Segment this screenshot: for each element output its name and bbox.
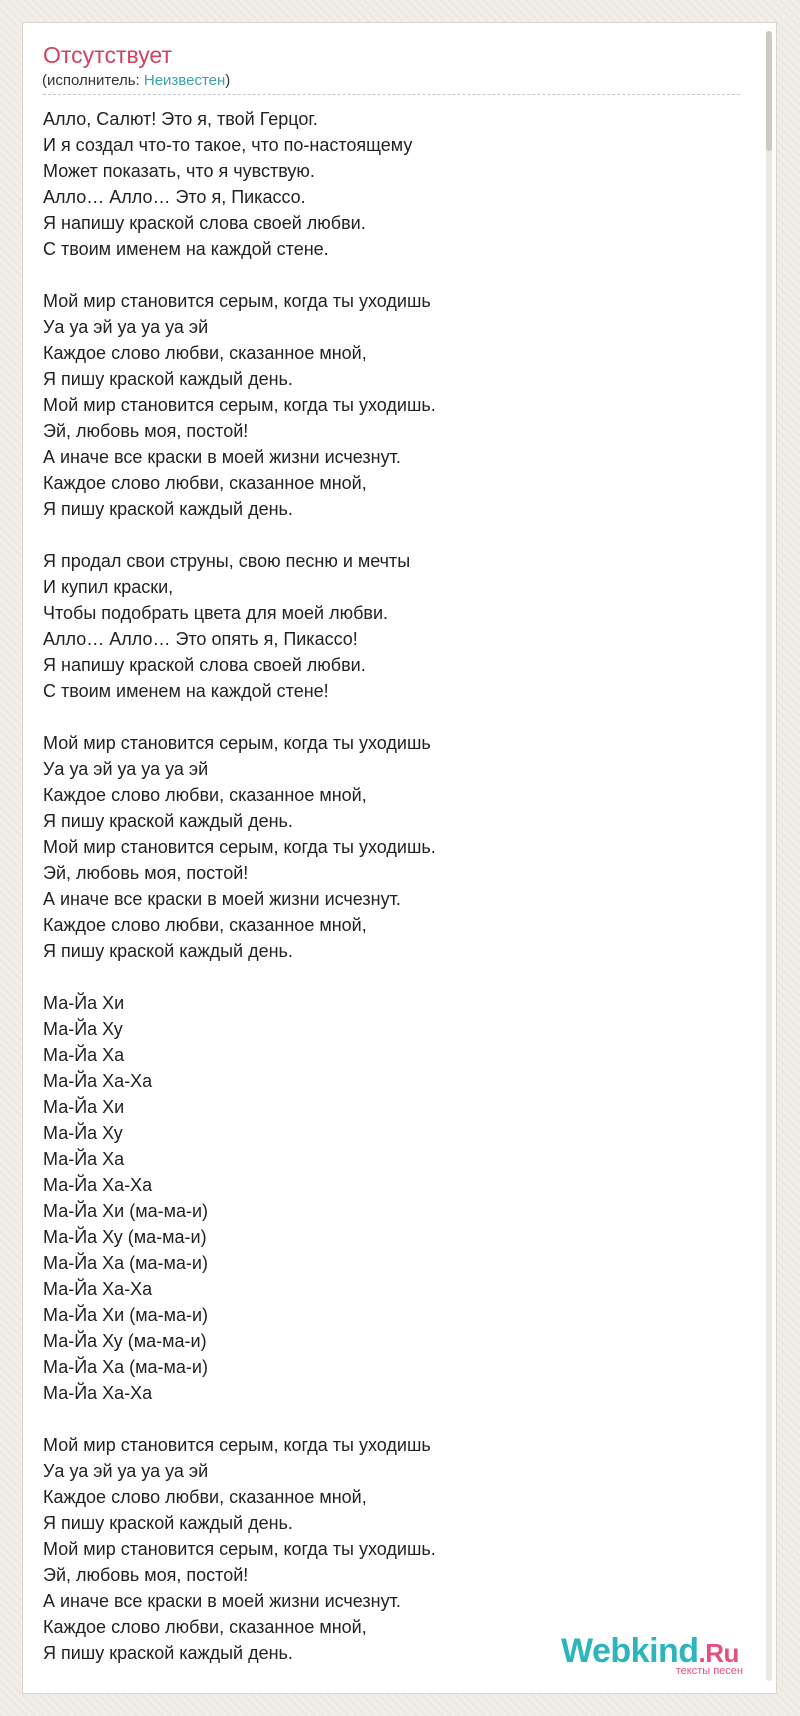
- stanza-gap: [43, 964, 733, 990]
- lyric-line: Ма-Йа Хи: [43, 993, 125, 1013]
- logo-tagline: тексты песен: [675, 1665, 743, 1677]
- lyric-line: Эй, любовь моя, постой!: [43, 1565, 249, 1585]
- stanza-gap: [43, 522, 733, 548]
- lyric-line: Каждое слово любви, сказанное мной,: [43, 343, 367, 363]
- lyric-line: Ма-Йа Хи (ма-ма-и): [43, 1305, 209, 1325]
- lyric-line: Ма-Йа Ху: [43, 1123, 123, 1143]
- lyric-line: Ма-Йа Хи (ма-ма-и): [43, 1201, 209, 1221]
- scrollbar[interactable]: [766, 31, 772, 1681]
- lyric-line: Каждое слово любви, сказанное мной,: [43, 1617, 367, 1637]
- lyric-line: Мой мир становится серым, когда ты уходишь.: [43, 837, 436, 857]
- lyric-line: С твоим именем на каждой стене!: [43, 681, 329, 701]
- stanza-gap: [43, 1406, 733, 1432]
- lyric-line: Каждое слово любви, сказанное мной,: [43, 915, 367, 935]
- scrollbar-thumb[interactable]: [766, 31, 772, 151]
- lyric-line: Ма-Йа Ху (ма-ма-и): [43, 1331, 207, 1351]
- artist-line: [42, 72, 230, 90]
- lyric-line: А иначе все краски в моей жизни исчезнут.: [43, 447, 401, 467]
- lyric-line: Мой мир становится серым, когда ты уходишь: [43, 733, 431, 753]
- lyric-line: Уа уа эй уа уа уа эй: [43, 317, 209, 337]
- lyric-line: Ма-Йа Ха-Ха: [43, 1175, 153, 1195]
- lyric-line: Я пишу краской каждый день.: [43, 941, 293, 961]
- logo-brand-text: Webkind: [561, 1632, 699, 1670]
- lyric-line: А иначе все краски в моей жизни исчезнут.: [43, 889, 401, 909]
- lyric-line: Я напишу краской слова своей любви.: [43, 213, 366, 233]
- lyrics-text: [43, 106, 733, 1666]
- lyric-line: Каждое слово любви, сказанное мной,: [43, 785, 367, 805]
- lyric-line: Алло… Алло… Это опять я, Пикассо!: [43, 629, 358, 649]
- artist-prefix: (исполнитель:: [42, 72, 144, 89]
- lyric-line: Эй, любовь моя, постой!: [43, 421, 249, 441]
- lyric-line: Ма-Йа Ха-Ха: [43, 1279, 153, 1299]
- lyric-line: Я пишу краской каждый день.: [43, 1513, 293, 1533]
- lyric-line: Ма-Йа Хи: [43, 1097, 125, 1117]
- lyric-line: Ма-Йа Ху (ма-ма-и): [43, 1227, 207, 1247]
- lyric-line: Мой мир становится серым, когда ты уходишь.: [43, 1539, 436, 1559]
- lyric-line: Я пишу краской каждый день.: [43, 369, 293, 389]
- lyric-line: Ма-Йа Ха (ма-ма-и): [43, 1357, 208, 1377]
- artist-link[interactable]: Неизвестен: [143, 72, 226, 89]
- lyric-line: И я создал что-то такое, что по-настоящему: [43, 135, 413, 155]
- lyric-line: Эй, любовь моя, постой!: [43, 863, 249, 883]
- lyric-line: Ма-Йа Ха: [43, 1149, 125, 1169]
- lyric-line: Мой мир становится серым, когда ты уходишь: [43, 291, 431, 311]
- lyric-line: Я пишу краской каждый день.: [43, 811, 293, 831]
- artist-suffix: ): [225, 72, 231, 89]
- lyric-line: Ма-Йа Ха-Ха: [43, 1071, 153, 1091]
- lyric-line: Каждое слово любви, сказанное мной,: [43, 1487, 367, 1507]
- stanza-gap: [43, 704, 733, 730]
- lyric-line: Ма-Йа Ха (ма-ма-и): [43, 1253, 208, 1273]
- lyric-line: И купил краски,: [43, 577, 174, 597]
- lyric-line: Алло, Салют! Это я, твой Герцог.: [43, 109, 318, 129]
- lyric-line: Уа уа эй уа уа уа эй: [43, 1461, 209, 1481]
- lyric-line: Алло… Алло… Это я, Пикассо.: [43, 187, 306, 207]
- lyric-line: А иначе все краски в моей жизни исчезнут.: [43, 1591, 401, 1611]
- lyric-line: Я пишу краской каждый день.: [43, 1643, 293, 1663]
- lyric-line: Каждое слово любви, сказанное мной,: [43, 473, 367, 493]
- lyric-line: С твоим именем на каждой стене.: [43, 239, 329, 259]
- title-divider: [43, 94, 740, 95]
- lyric-line: Может показать, что я чувствую.: [43, 161, 315, 181]
- logo-brand-suffix: .Ru: [698, 1638, 739, 1668]
- lyric-line: Я продал свои струны, свою песню и мечты: [43, 551, 411, 571]
- lyric-line: Мой мир становится серым, когда ты уходишь: [43, 1435, 431, 1455]
- lyric-line: Чтобы подобрать цвета для моей любви.: [43, 603, 389, 623]
- lyric-line: Ма-Йа Ху: [43, 1019, 123, 1039]
- lyric-line: Ма-Йа Ха: [43, 1045, 125, 1065]
- webkind-logo[interactable]: [561, 1632, 751, 1682]
- lyric-line: Уа уа эй уа уа уа эй: [43, 759, 209, 779]
- lyric-line: Я напишу краской слова своей любви.: [43, 655, 366, 675]
- lyric-line: Мой мир становится серым, когда ты уходишь.: [43, 395, 436, 415]
- lyrics-card: [22, 22, 777, 1694]
- song-title: Отсутствует: [43, 42, 172, 68]
- lyric-line: Ма-Йа Ха-Ха: [43, 1383, 153, 1403]
- lyric-line: Я пишу краской каждый день.: [43, 499, 293, 519]
- stanza-gap: [43, 262, 733, 288]
